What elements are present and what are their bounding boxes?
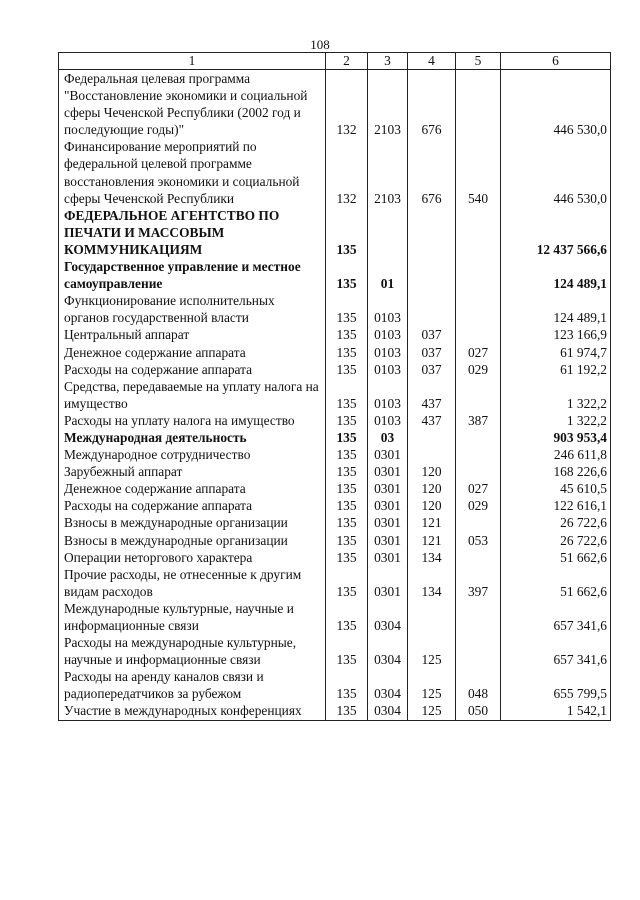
- row-code-2: 135: [326, 361, 368, 378]
- row-code-4: 134: [408, 549, 456, 566]
- row-code-4: 037: [408, 326, 456, 343]
- row-name: Расходы на международные культурные, научные и информационные связи: [59, 634, 326, 668]
- row-code-4: 125: [408, 634, 456, 668]
- row-code-4: 121: [408, 514, 456, 531]
- row-name: Операции неторгового характера: [59, 549, 326, 566]
- row-code-2: 135: [326, 566, 368, 600]
- row-code-2: 135: [326, 446, 368, 463]
- row-code-4: 125: [408, 702, 456, 720]
- row-amount: 26 722,6: [501, 514, 611, 531]
- row-code-2: 135: [326, 634, 368, 668]
- row-code-3: [368, 207, 408, 258]
- row-code-2: 135: [326, 292, 368, 326]
- row-code-3: 0103: [368, 361, 408, 378]
- row-code-3: 0103: [368, 344, 408, 361]
- row-amount: 168 226,6: [501, 463, 611, 480]
- row-code-4: 120: [408, 463, 456, 480]
- row-code-5: 027: [456, 480, 501, 497]
- row-code-4: [408, 258, 456, 292]
- row-code-2: 135: [326, 702, 368, 720]
- row-amount: 903 953,4: [501, 429, 611, 446]
- row-code-5: 387: [456, 412, 501, 429]
- row-code-5: 053: [456, 532, 501, 549]
- row-amount: 657 341,6: [501, 634, 611, 668]
- row-amount: 655 799,5: [501, 668, 611, 702]
- row-code-4: 037: [408, 361, 456, 378]
- column-header-5: 5: [456, 53, 501, 70]
- page-number: 108: [310, 37, 330, 52]
- row-code-2: 135: [326, 497, 368, 514]
- row-code-4: 037: [408, 344, 456, 361]
- row-code-5: [456, 634, 501, 668]
- row-code-3: 0304: [368, 668, 408, 702]
- row-code-4: [408, 292, 456, 326]
- row-amount: 1 542,1: [501, 702, 611, 720]
- row-amount: 657 341,6: [501, 600, 611, 634]
- row-code-3: 0103: [368, 412, 408, 429]
- row-code-4: 121: [408, 532, 456, 549]
- table-row: [59, 497, 611, 514]
- row-name: Средства, передаваемые на уплату налога на имущество: [59, 378, 326, 412]
- row-code-5: [456, 326, 501, 343]
- row-amount: 246 611,8: [501, 446, 611, 463]
- table-row: [59, 70, 611, 139]
- row-code-3: 03: [368, 429, 408, 446]
- table-row: [59, 378, 611, 412]
- column-header-2: 2: [326, 53, 368, 70]
- row-name: ФЕДЕРАЛЬНОЕ АГЕНТСТВО ПО ПЕЧАТИ И МАССОВЫМ КОММУНИКАЦИЯМ: [59, 207, 326, 258]
- table-row: [59, 600, 611, 634]
- table-row: [59, 463, 611, 480]
- row-code-5: 050: [456, 702, 501, 720]
- row-code-5: [456, 70, 501, 139]
- row-code-5: 029: [456, 361, 501, 378]
- row-name: Функционирование исполнительных органов государственной власти: [59, 292, 326, 326]
- row-code-5: [456, 429, 501, 446]
- table-row: [59, 258, 611, 292]
- row-code-2: 135: [326, 378, 368, 412]
- row-amount: 124 489,1: [501, 258, 611, 292]
- table-row: [59, 207, 611, 258]
- row-amount: 124 489,1: [501, 292, 611, 326]
- row-code-4: [408, 446, 456, 463]
- table-row: [59, 344, 611, 361]
- row-name: Денежное содержание аппарата: [59, 344, 326, 361]
- table-row: [59, 702, 611, 720]
- row-code-4: 437: [408, 378, 456, 412]
- table-row: [59, 514, 611, 531]
- row-name: Государственное управление и местное самоуправление: [59, 258, 326, 292]
- row-code-2: 132: [326, 138, 368, 206]
- row-code-4: 676: [408, 138, 456, 206]
- row-code-3: 0103: [368, 292, 408, 326]
- row-code-5: [456, 292, 501, 326]
- table-row: [59, 480, 611, 497]
- row-code-3: 0301: [368, 463, 408, 480]
- row-code-2: 135: [326, 429, 368, 446]
- row-code-4: 134: [408, 566, 456, 600]
- row-name: Взносы в международные организации: [59, 514, 326, 531]
- row-code-2: 135: [326, 532, 368, 549]
- row-code-3: 0301: [368, 566, 408, 600]
- row-code-2: 135: [326, 600, 368, 634]
- row-name: Расходы на содержание аппарата: [59, 361, 326, 378]
- row-code-5: 027: [456, 344, 501, 361]
- table-header-row: [59, 53, 611, 70]
- row-code-2: 135: [326, 412, 368, 429]
- row-amount: 26 722,6: [501, 532, 611, 549]
- row-name: Расходы на уплату налога на имущество: [59, 412, 326, 429]
- row-code-4: [408, 207, 456, 258]
- table-row: [59, 446, 611, 463]
- row-amount: 61 192,2: [501, 361, 611, 378]
- row-code-2: 135: [326, 549, 368, 566]
- row-name: Международные культурные, научные и информационные связи: [59, 600, 326, 634]
- table-row: [59, 429, 611, 446]
- row-code-2: 135: [326, 326, 368, 343]
- row-code-5: 540: [456, 138, 501, 206]
- row-code-3: 0301: [368, 446, 408, 463]
- row-code-5: [456, 514, 501, 531]
- row-code-5: 029: [456, 497, 501, 514]
- row-code-5: [456, 378, 501, 412]
- row-code-5: [456, 446, 501, 463]
- table-row: [59, 532, 611, 549]
- row-code-3: 0103: [368, 378, 408, 412]
- row-code-2: 135: [326, 668, 368, 702]
- row-amount: 51 662,6: [501, 549, 611, 566]
- row-code-3: 0304: [368, 702, 408, 720]
- table-row: [59, 361, 611, 378]
- row-code-3: 0304: [368, 634, 408, 668]
- row-code-3: 0301: [368, 480, 408, 497]
- table-body: [59, 70, 611, 721]
- row-code-2: 135: [326, 258, 368, 292]
- row-code-2: 132: [326, 70, 368, 139]
- column-header-4: 4: [408, 53, 456, 70]
- row-amount: 122 616,1: [501, 497, 611, 514]
- row-amount: 1 322,2: [501, 378, 611, 412]
- table-row: [59, 292, 611, 326]
- row-code-3: 0301: [368, 514, 408, 531]
- row-amount: 446 530,0: [501, 138, 611, 206]
- row-amount: 51 662,6: [501, 566, 611, 600]
- row-code-5: 397: [456, 566, 501, 600]
- table-row: [59, 412, 611, 429]
- row-code-5: [456, 463, 501, 480]
- row-code-4: [408, 429, 456, 446]
- row-amount: 12 437 566,6: [501, 207, 611, 258]
- table-row: [59, 668, 611, 702]
- table-row: [59, 326, 611, 343]
- table-row: [59, 566, 611, 600]
- row-amount: 61 974,7: [501, 344, 611, 361]
- row-code-5: 048: [456, 668, 501, 702]
- row-code-3: 01: [368, 258, 408, 292]
- table-row: [59, 549, 611, 566]
- row-code-5: [456, 600, 501, 634]
- row-amount: 1 322,2: [501, 412, 611, 429]
- row-code-2: 135: [326, 207, 368, 258]
- row-amount: 446 530,0: [501, 70, 611, 139]
- row-name: Финансирование мероприятий по федеральной целевой программе восстановления экономики и социальной сферы Чеченской Республики: [59, 138, 326, 206]
- row-code-3: 0301: [368, 532, 408, 549]
- row-code-2: 135: [326, 480, 368, 497]
- row-name: Взносы в международные организации: [59, 532, 326, 549]
- row-name: Участие в международных конференциях: [59, 702, 326, 720]
- row-code-2: 135: [326, 514, 368, 531]
- row-code-5: [456, 258, 501, 292]
- row-code-5: [456, 207, 501, 258]
- row-name: Федеральная целевая программа "Восстановление экономики и социальной сферы Чеченской Республики (2002 год и последующие годы)": [59, 70, 326, 139]
- row-code-4: 125: [408, 668, 456, 702]
- row-name: Центральный аппарат: [59, 326, 326, 343]
- row-name: Международное сотрудничество: [59, 446, 326, 463]
- row-name: Расходы на содержание аппарата: [59, 497, 326, 514]
- row-code-3: 0301: [368, 497, 408, 514]
- row-code-3: 0301: [368, 549, 408, 566]
- budget-table: [58, 52, 611, 721]
- row-amount: 45 610,5: [501, 480, 611, 497]
- row-name: Зарубежный аппарат: [59, 463, 326, 480]
- row-code-4: 676: [408, 70, 456, 139]
- column-header-1: 1: [59, 53, 326, 70]
- row-code-2: 135: [326, 463, 368, 480]
- row-code-3: 0304: [368, 600, 408, 634]
- row-name: Расходы на аренду каналов связи и радиопередатчиков за рубежом: [59, 668, 326, 702]
- row-code-2: 135: [326, 344, 368, 361]
- table-row: [59, 634, 611, 668]
- row-code-4: 120: [408, 497, 456, 514]
- row-code-3: 0103: [368, 326, 408, 343]
- row-code-5: [456, 549, 501, 566]
- row-code-3: 2103: [368, 70, 408, 139]
- row-code-4: 437: [408, 412, 456, 429]
- row-name: Денежное содержание аппарата: [59, 480, 326, 497]
- row-name: Прочие расходы, не отнесенные к другим видам расходов: [59, 566, 326, 600]
- row-code-4: 120: [408, 480, 456, 497]
- column-header-3: 3: [368, 53, 408, 70]
- row-code-3: 2103: [368, 138, 408, 206]
- column-header-6: 6: [501, 53, 611, 70]
- row-name: Международная деятельность: [59, 429, 326, 446]
- row-code-4: [408, 600, 456, 634]
- table-row: [59, 138, 611, 206]
- row-amount: 123 166,9: [501, 326, 611, 343]
